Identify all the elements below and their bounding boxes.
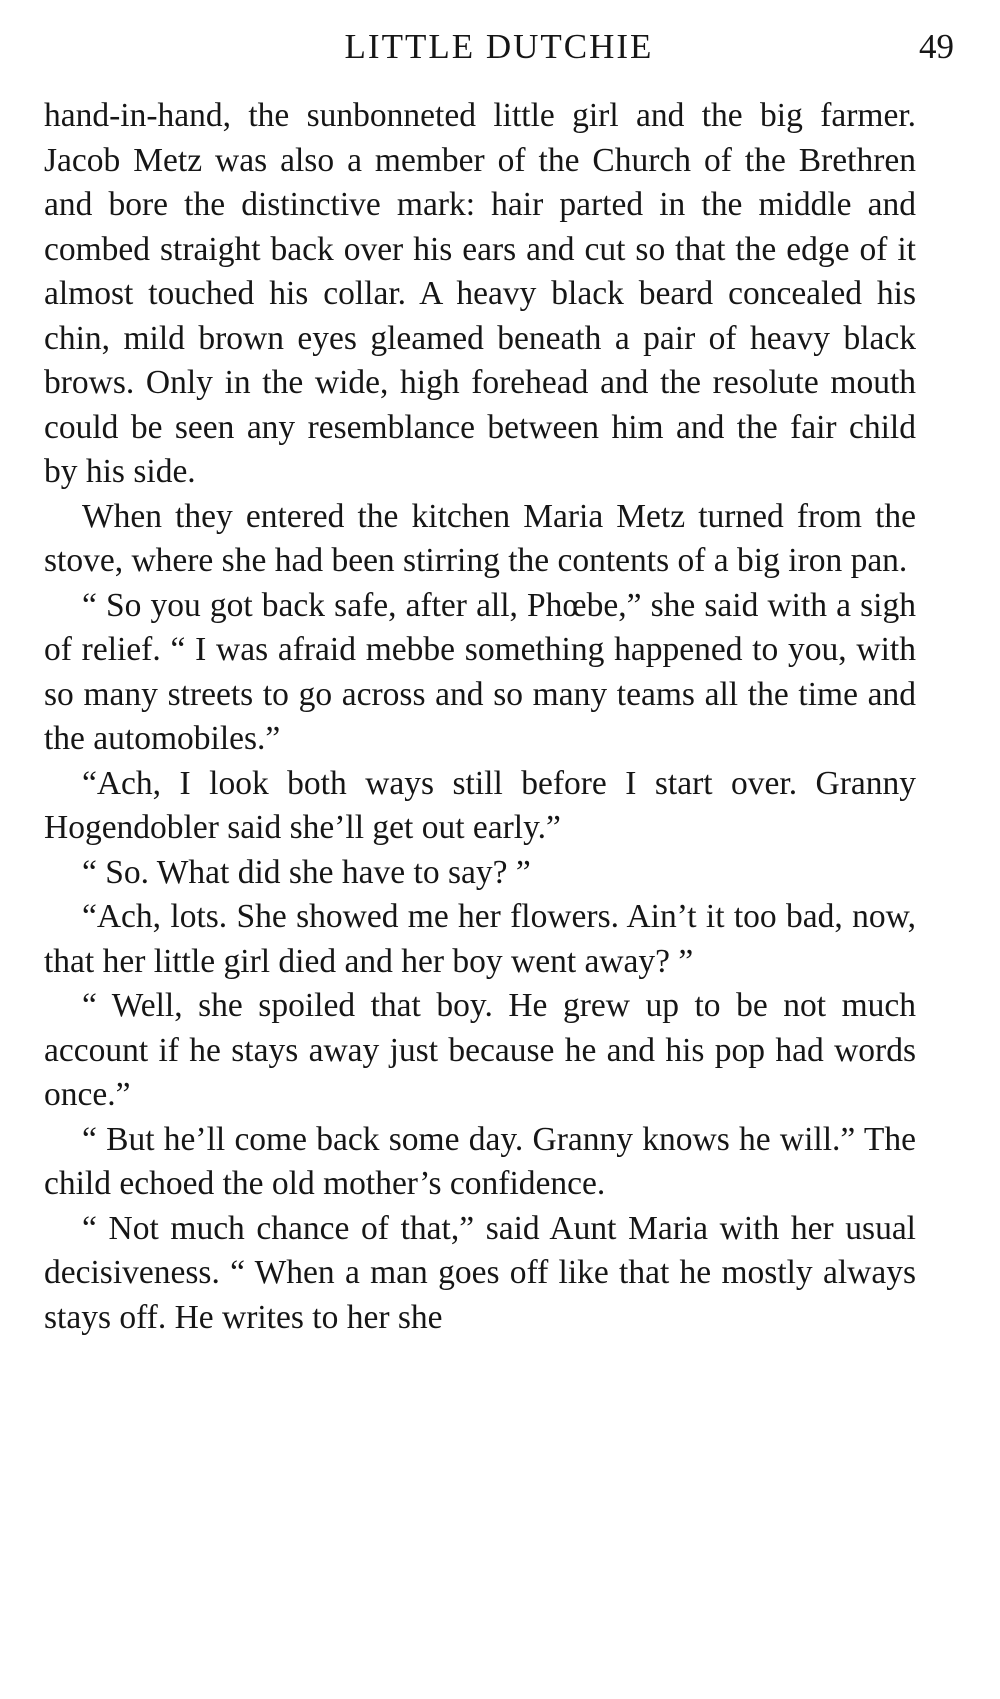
running-head xyxy=(44,22,954,72)
paragraph: “ So. What did she have to say? ” xyxy=(82,853,531,891)
body-text xyxy=(44,94,916,1340)
page-number: 49 xyxy=(919,27,954,66)
paragraph: “ Not much chance of that,” said Aunt Maria with her usual decisiveness. “ When a man goes off like that he mostly always stays off. He writes to her she xyxy=(44,1209,916,1336)
paragraph: “ So you got back safe, after all, Phœbe,” she said with a sigh of relief. “ I was afraid mebbe something happened to you, with so many streets to go across and so many teams all the time and the automobiles.” xyxy=(44,586,916,757)
paragraph: “Ach, I look both ways still before I start over. Granny Hogendobler said she’ll get out early.” xyxy=(44,764,916,846)
paragraph: “Ach, lots. She showed me her flowers. Ain’t it too bad, now, that her little girl died and her boy went away? ” xyxy=(44,898,916,980)
paragraph: When they entered the kitchen Maria Metz turned from the stove, where she had been stirring the contents of a big iron pan. xyxy=(44,497,916,579)
running-title: LITTLE DUTCHIE xyxy=(344,27,654,66)
paragraph: hand-in-hand, the sunbonneted little girl and the big farmer. Jacob Metz was also a member of the Church of the Brethren and bore the distinctive mark: hair parted in the middle and combed straight back over his ears and cut so that the edge of it almost touched his collar. A heavy black beard concealed his chin, mild brown eyes gleamed beneath a pair of heavy black brows. Only in the wide, high forehead and the resolute mouth could be seen any resemblance between him and the fair child by his side. xyxy=(44,97,916,490)
paragraph: “ But he’ll come back some day. Granny knows he will.” The child echoed the old mother’s confidence. xyxy=(44,1120,916,1202)
paragraph: “ Well, she spoiled that boy. He grew up to be not much account if he stays away just because he and his pop had words once.” xyxy=(44,987,916,1113)
